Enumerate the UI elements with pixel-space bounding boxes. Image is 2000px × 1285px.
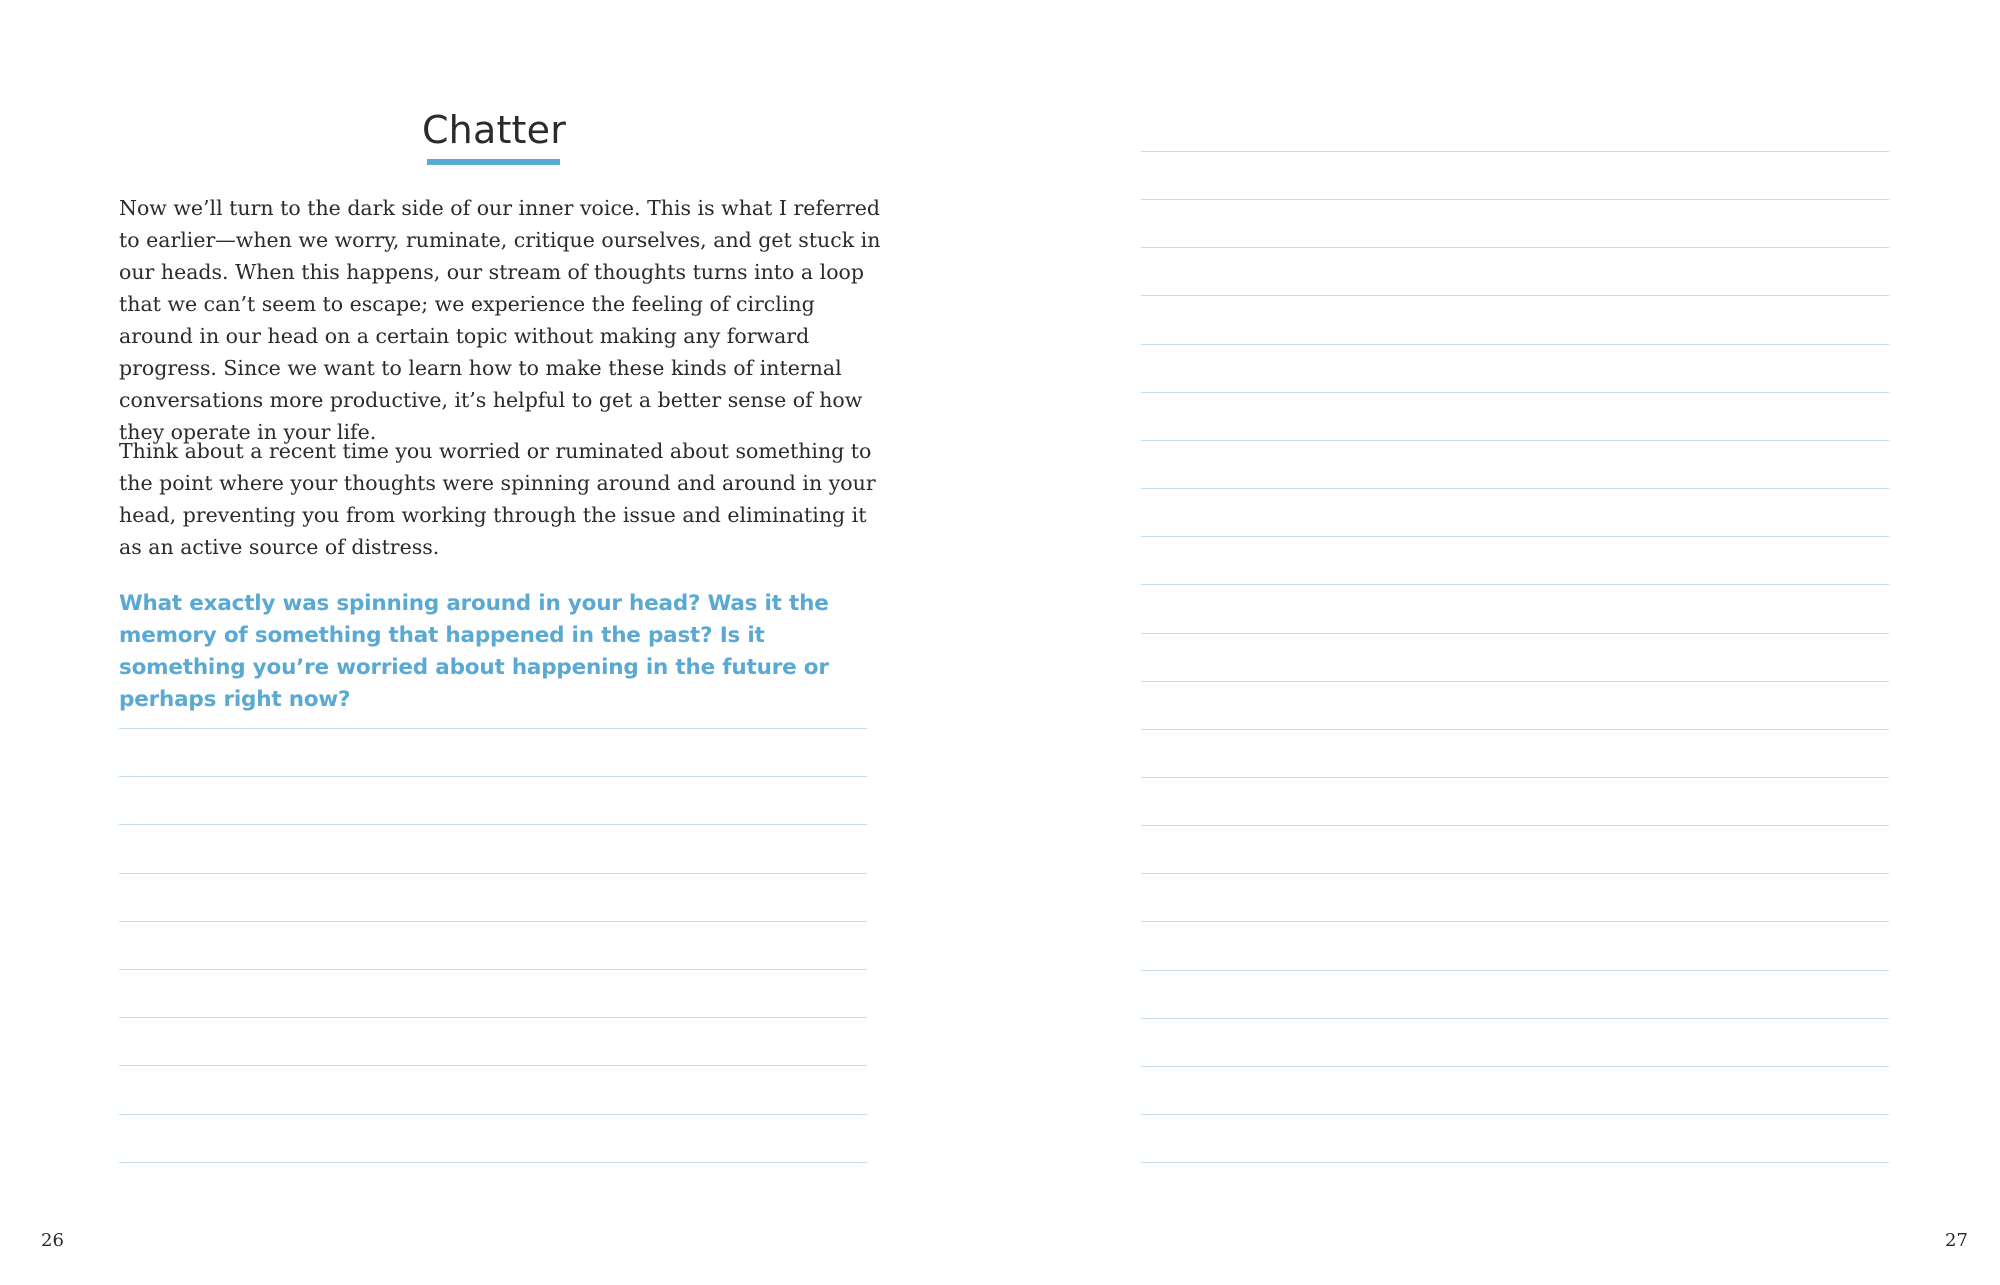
page-number-right: 27: [1945, 1230, 1968, 1251]
journal-prompt: What exactly was spinning around in your head? Was it the memory of something that happened in the past? Is it something you’re worried about happening in the future or perhaps right now?: [119, 591, 829, 712]
writing-line[interactable]: [1141, 681, 1889, 682]
writing-line[interactable]: [1141, 440, 1889, 441]
writing-line[interactable]: [1141, 777, 1889, 778]
writing-line[interactable]: [1141, 536, 1889, 537]
writing-line[interactable]: [119, 1065, 867, 1066]
writing-line[interactable]: [119, 728, 867, 729]
writing-line[interactable]: [1141, 151, 1889, 152]
writing-line[interactable]: [1141, 873, 1889, 874]
writing-line[interactable]: [1141, 1018, 1889, 1019]
writing-line[interactable]: [1141, 247, 1889, 248]
page-number-left: 26: [41, 1230, 64, 1251]
writing-line[interactable]: [119, 824, 867, 825]
writing-line[interactable]: [1141, 1066, 1889, 1067]
writing-line[interactable]: [1141, 392, 1889, 393]
writing-line[interactable]: [1141, 295, 1889, 296]
writing-line[interactable]: [1141, 729, 1889, 730]
writing-line[interactable]: [119, 1114, 867, 1115]
page-title: Chatter: [421, 108, 567, 152]
writing-line[interactable]: [119, 1017, 867, 1018]
writing-line[interactable]: [1141, 970, 1889, 971]
writing-line[interactable]: [1141, 1162, 1889, 1163]
writing-line[interactable]: [119, 969, 867, 970]
writing-line[interactable]: [119, 873, 867, 874]
writing-line[interactable]: [1141, 488, 1889, 489]
writing-line[interactable]: [119, 921, 867, 922]
right-page: [1000, 0, 2000, 1285]
intro-paragraph: Now we’ll turn to the dark side of our inner voice. This is what I referred to earlier—when we worry, ruminate, critique ourselves, and get stuck in our heads. When this happens, our stream of thoughts turns into a loop that we can’t seem to escape; we experience the feeling of circling around in our head on a certain topic without making any forward progress. Since we want to learn how to make these kinds of internal conversations more productive, it’s helpful to get a better sense of how they operate in your life.: [119, 196, 881, 444]
writing-line[interactable]: [1141, 825, 1889, 826]
writing-line[interactable]: [119, 1162, 867, 1163]
writing-line[interactable]: [1141, 633, 1889, 634]
writing-line[interactable]: [119, 776, 867, 777]
writing-line[interactable]: [1141, 584, 1889, 585]
instruction-paragraph: Think about a recent time you worried or ruminated about something to the point where your thoughts were spinning around and around in your head, preventing you from working through the issue and eliminating it as an active source of distress.: [119, 439, 876, 559]
title-underline: [427, 159, 560, 165]
writing-line[interactable]: [1141, 1114, 1889, 1115]
writing-line[interactable]: [1141, 344, 1889, 345]
writing-line[interactable]: [1141, 921, 1889, 922]
writing-line[interactable]: [1141, 199, 1889, 200]
